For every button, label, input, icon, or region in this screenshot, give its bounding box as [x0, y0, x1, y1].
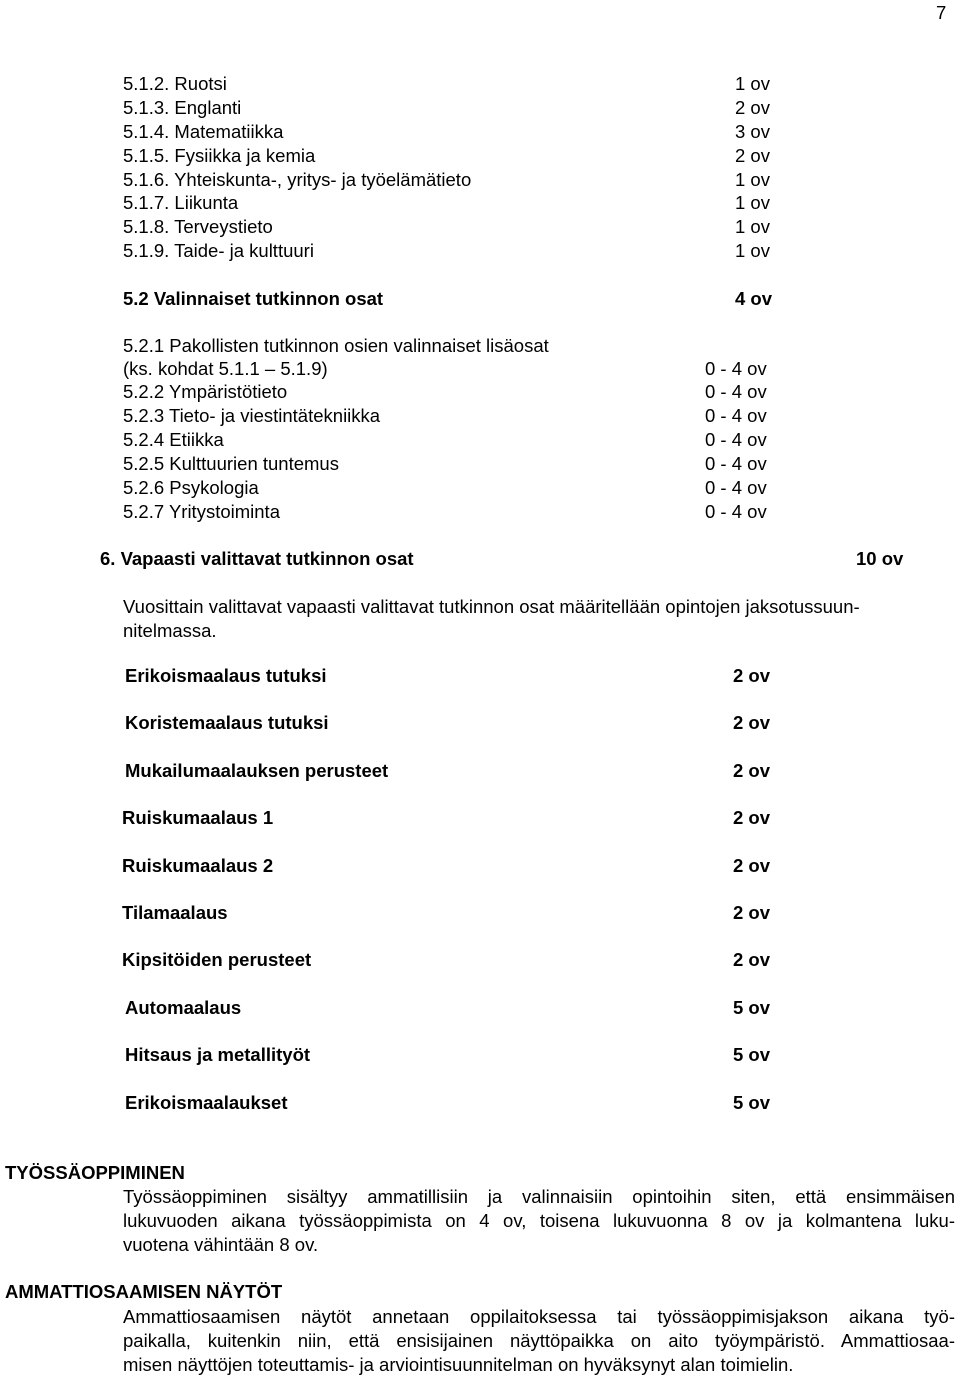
- section-heading-value: 4 ov: [735, 288, 773, 309]
- list-intro: 5.2.1 Pakollisten tutkinnon osien valinnaiset lisäosat: [123, 335, 549, 356]
- list-item-value: 0 - 4 ov: [705, 453, 767, 474]
- paragraph-line: paikalla, kuitenkin niin, että ensisijainen näyttöpaikka on aito työympäristö. Ammattiosaa-: [123, 1330, 955, 1351]
- list-item-label: (ks. kohdat 5.1.1 – 5.1.9): [123, 358, 328, 379]
- tyossaoppiminen-heading: TYÖSSÄOPPIMINEN: [5, 1162, 185, 1183]
- course-value: 2 ov: [733, 712, 771, 733]
- course-label: Ruiskumaalaus 2: [122, 855, 274, 876]
- course-label: Mukailumaalauksen perusteet: [125, 760, 389, 781]
- course-value: 2 ov: [733, 760, 771, 781]
- course-value: 2 ov: [733, 665, 771, 686]
- course-value: 5 ov: [733, 997, 771, 1018]
- list-item-label: 5.1.3. Englanti: [123, 97, 242, 118]
- list-item-value: 2 ov: [735, 145, 770, 166]
- paragraph-line: lukuvuoden aikana työssäoppimista on 4 ov, toisena lukuvuonna 8 ov ja kolmantena luku-: [123, 1210, 955, 1231]
- paragraph-line: misen näyttöjen toteuttamis- ja arviointisuunnitelman on hyväksynyt alan toimielin.: [123, 1354, 794, 1375]
- paragraph-line: Ammattiosaamisen näytöt annetaan oppilaitoksessa tai työssäoppimisjakson aikana työ-: [123, 1306, 955, 1327]
- course-value: 5 ov: [733, 1092, 771, 1113]
- list-item-label: 5.1.5. Fysiikka ja kemia: [123, 145, 316, 166]
- page-number: 7: [936, 2, 947, 23]
- naytot-heading: AMMATTIOSAAMISEN NÄYTÖT: [5, 1281, 283, 1302]
- list-item-label: 5.2.4 Etiikka: [123, 429, 224, 450]
- list-item-value: 3 ov: [735, 121, 770, 142]
- list-item-value: 0 - 4 ov: [705, 477, 767, 498]
- course-label: Erikoismaalaus tutuksi: [125, 665, 327, 686]
- list-item-label: 5.1.8. Terveystieto: [123, 216, 273, 237]
- tyossaoppiminen-paragraph: [123, 1185, 955, 1257]
- course-label: Automaalaus: [125, 997, 242, 1018]
- paragraph-line: Työssäoppiminen sisältyy ammatillisiin ja valinnaisiin opintoihin siten, että ensimmäisen: [123, 1186, 955, 1207]
- list-item-value: 0 - 4 ov: [705, 381, 767, 402]
- course-value: 2 ov: [733, 949, 771, 970]
- list-item-label: 5.1.7. Liikunta: [123, 192, 239, 213]
- course-label: Hitsaus ja metallityöt: [125, 1044, 311, 1065]
- list-item-label: 5.1.6. Yhteiskunta-, yritys- ja työelämätieto: [123, 169, 472, 190]
- section-heading: 5.2 Valinnaiset tutkinnon osat: [123, 288, 384, 309]
- list-item-label: 5.2.6 Psykologia: [123, 477, 259, 498]
- list-item-value: 0 - 4 ov: [705, 429, 767, 450]
- list-item-value: 0 - 4 ov: [705, 501, 767, 522]
- list-item-value: 1 ov: [735, 73, 770, 94]
- list-item-value: 0 - 4 ov: [705, 405, 767, 426]
- list-item-value: 0 - 4 ov: [705, 358, 767, 379]
- course-value: 2 ov: [733, 855, 771, 876]
- list-item-label: 5.2.7 Yritystoiminta: [123, 501, 280, 522]
- list-item-label: 5.1.2. Ruotsi: [123, 73, 227, 94]
- course-label: Koristemaalaus tutuksi: [125, 712, 329, 733]
- section-6-paragraph: [123, 595, 955, 643]
- course-label: Erikoismaalaukset: [125, 1092, 288, 1113]
- section-heading: 6. Vapaasti valittavat tutkinnon osat: [100, 548, 414, 569]
- course-value: 2 ov: [733, 807, 771, 828]
- course-value: 2 ov: [733, 902, 771, 923]
- course-label: Ruiskumaalaus 1: [122, 807, 274, 828]
- list-item-label: 5.1.4. Matematiikka: [123, 121, 284, 142]
- course-label: Kipsitöiden perusteet: [122, 949, 312, 970]
- list-item-label: 5.1.9. Taide- ja kulttuuri: [123, 240, 314, 261]
- list-item-value: 1 ov: [735, 192, 770, 213]
- list-item-value: 1 ov: [735, 216, 770, 237]
- list-item-value: 1 ov: [735, 240, 770, 261]
- course-label: Tilamaalaus: [122, 902, 228, 923]
- paragraph-line: Vuosittain valittavat vapaasti valittavat tutkinnon osat määritellään opintojen jaksotussuun-: [123, 596, 860, 617]
- naytot-paragraph: [123, 1305, 955, 1377]
- paragraph-line: nitelmassa.: [123, 620, 217, 641]
- course-value: 5 ov: [733, 1044, 771, 1065]
- list-item-value: 2 ov: [735, 97, 770, 118]
- list-item-label: 5.2.5 Kulttuurien tuntemus: [123, 453, 339, 474]
- list-item-value: 1 ov: [735, 169, 770, 190]
- section-heading-value: 10 ov: [856, 548, 904, 569]
- list-item-label: 5.2.2 Ympäristötieto: [123, 381, 288, 402]
- list-item-label: 5.2.3 Tieto- ja viestintätekniikka: [123, 405, 381, 426]
- paragraph-line: vuotena vähintään 8 ov.: [123, 1234, 319, 1255]
